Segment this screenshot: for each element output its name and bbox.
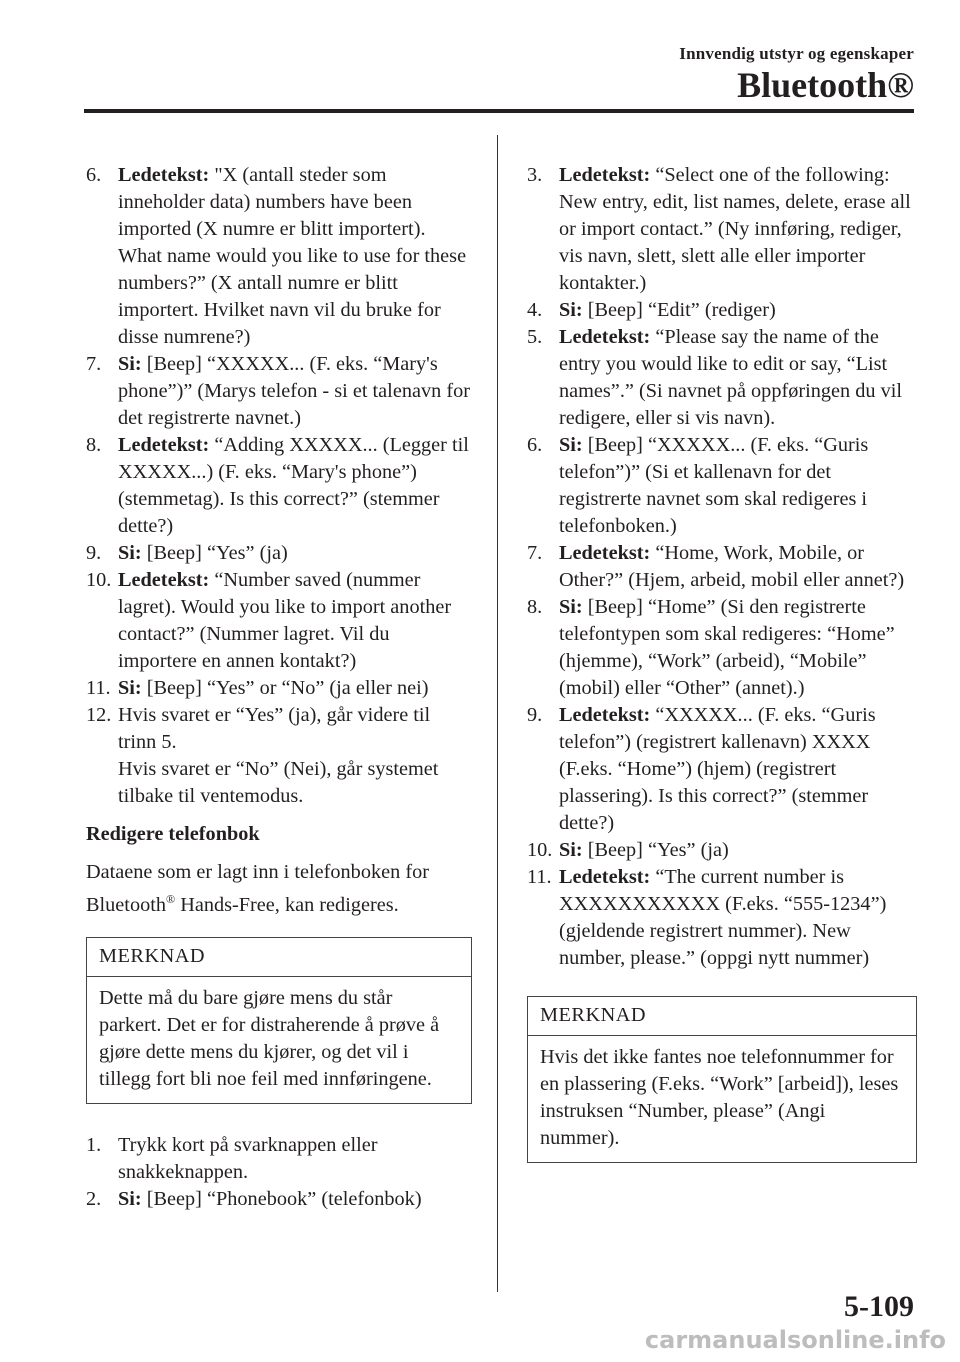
section-heading: Redigere telefonbok [86, 823, 260, 845]
intro-paragraph: Dataene som er lagt inn i telefonboken for Bluetooth® Hands-Free, kan redigeres. [86, 861, 429, 916]
step-item: 4. Si: [Beep] “Edit” (rediger) [527, 299, 776, 321]
step-item: 10. Si: [Beep] “Yes” (ja) [527, 839, 729, 861]
column-divider [497, 135, 498, 1292]
step-item: 7. Ledetekst: “Home, Work, Mobile, or Other?” (Hjem, arbeid, mobil eller annet?) [527, 542, 905, 591]
step-item: 3. Ledetekst: “Select one of the following: New entry, edit, list names, delete, erase all or import contact.” (Ny innføring, rediger, vis navn, slett, slett alle eller importer kontakter.) [527, 164, 911, 294]
step-item: 2. Si: [Beep] “Phonebook” (telefonbok) [86, 1187, 422, 1210]
step-item: 8. Ledetekst: “Adding XXXXX... (Legger til XXXXX...) (F. eks. “Mary's phone”) (stemmetag). Is this correct?” (stemmer dette?) [86, 434, 469, 537]
header-section: Innvendig utstyr og egenskaper [679, 44, 914, 63]
left-steps-top [86, 162, 472, 810]
step-item: 8. Si: [Beep] “Home” (Si den registrerte telefontypen som skal redigeres: “Home” (hjemme), “Work” (arbeid), “Mobile” (mobil) eller “Other” (annet).) [527, 596, 895, 699]
note-heading: MERKNAD [87, 938, 471, 977]
step-item: 11. Ledetekst: “The current number is XXXXXXXXXXX (F.eks. “555-1234”) (gjeldende registrert nummer). New number, please.” (oppgi nytt nummer) [527, 866, 887, 969]
step-item-continuation: Hvis svaret er “No” (Nei), går systemet tilbake til ventemodus. [118, 758, 439, 807]
right-steps [527, 162, 917, 972]
header-rule [84, 109, 914, 113]
step-item: 11. Si: [Beep] “Yes” or “No” (ja eller nei) [86, 677, 429, 699]
left-column [86, 162, 472, 1213]
note-body: Dette må du bare gjøre mens du står parkert. Det er for distraherende å prøve å gjøre dette mens du kjører, og det vil i tillegg fort bli noe feil med innføringene. [99, 986, 440, 1090]
step-item: 10. Ledetekst: “Number saved (nummer lagret). Would you like to import another contact?” (Nummer lagret. Vil du importere en annen kontakt?) [86, 569, 452, 672]
step-item: 1. Trykk kort på svarknappen eller snakkeknappen. [86, 1133, 378, 1183]
step-item: 5. Ledetekst: “Please say the name of the entry you would like to edit or say, “List names”.” (Si navnet på oppføringen du vil redigere, eller si vis navn). [527, 326, 902, 429]
note-heading: MERKNAD [528, 997, 916, 1036]
registered-mark: ® [166, 892, 176, 906]
step-item: 6. Si: [Beep] “XXXXX... (F. eks. “Guris telefon”)” (Si et kallenavn for det registrerte navnet som skal redigeres i telefonboken.) [527, 434, 869, 537]
page-number: 5-109 [844, 1290, 914, 1323]
note-body: Hvis det ikke fantes noe telefonnummer for en plassering (F.eks. “Work” [arbeid]), leses instruksen “Number, please” (Angi nummer). [540, 1046, 899, 1149]
page-title: Bluetooth® [737, 65, 914, 105]
step-item: 9. Ledetekst: “XXXXX... (F. eks. “Guris telefon”) (registrert kallenavn) XXXX (F.eks. “Home”) (hjem) (registrert plassering). Is this correct?” (stemmer dette?) [527, 704, 876, 834]
watermark[interactable]: carmanualsonline.info [644, 1326, 946, 1354]
note-box [527, 996, 917, 1163]
step-item: 9. Si: [Beep] “Yes” (ja) [86, 542, 288, 564]
step-item: 7. Si: [Beep] “XXXXX... (F. eks. “Mary's phone”)” (Marys telefon - si et talenavn for det registrerte navnet.) [86, 353, 470, 429]
step-item: 6. Ledetekst: "X (antall steder som inneholder data) numbers have been imported (X numre er blitt importert). What name would you like to use for these numbers?” (X antall numre er blitt importert. Hvilket navn vil du bruke for disse numrene?) [86, 164, 467, 348]
step-item: 12. Hvis svaret er “Yes” (ja), går videre til trinn 5. [86, 704, 431, 753]
left-steps-bottom [86, 1132, 472, 1213]
note-box [86, 937, 472, 1104]
right-column [527, 162, 917, 1163]
